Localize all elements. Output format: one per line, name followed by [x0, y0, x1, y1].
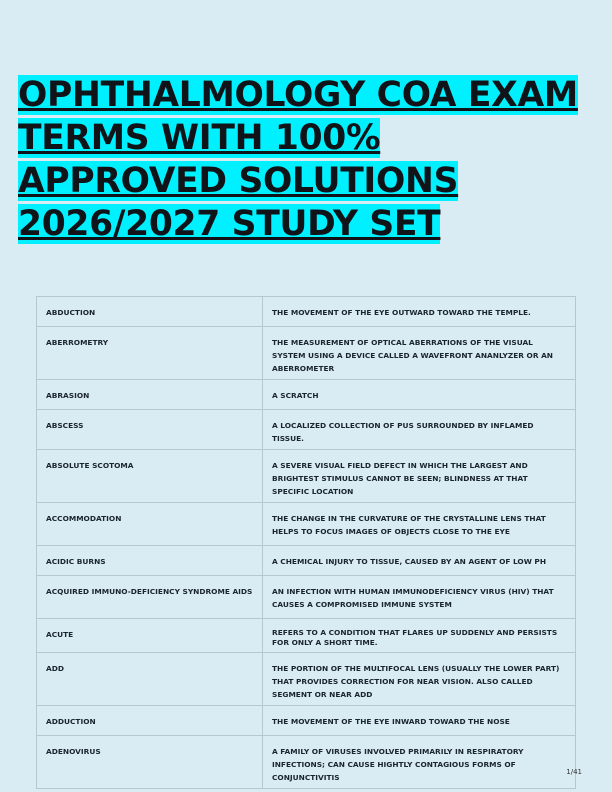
title-line: OPHTHALMOLOGY COA EXAM: [18, 75, 578, 115]
table-row: [37, 706, 576, 736]
title-line: APPROVED SOLUTIONS: [18, 161, 459, 201]
term-cell: ABSOLUTE SCOTOMA: [37, 450, 263, 503]
definition-cell: THE MOVEMENT OF THE EYE INWARD TOWARD THE NOSE: [263, 706, 576, 736]
definition-cell: THE MEASUREMENT OF OPTICAL ABERRATIONS OF THE VISUAL SYSTEM USING A DEVICE CALLED A WAVEFRONT ANANLYZER OR AN ABERROMETER: [263, 327, 576, 380]
table-row: [37, 503, 576, 546]
document-title: [18, 74, 578, 246]
term-cell: ADENOVIRUS: [37, 736, 263, 789]
title-line: TERMS WITH 100%: [18, 118, 381, 158]
definition-cell: A SEVERE VISUAL FIELD DEFECT IN WHICH THE LARGEST AND BRIGHTEST STIMULUS CANNOT BE SEEN; BLINDNESS AT THAT SPECIFIC LOCATION: [263, 450, 576, 503]
definition-cell: A CHEMICAL INJURY TO TISSUE, CAUSED BY AN AGENT OF LOW PH: [263, 546, 576, 576]
term-cell: ABRASION: [37, 380, 263, 410]
term-cell: ABDUCTION: [37, 297, 263, 327]
definition-cell: THE CHANGE IN THE CURVATURE OF THE CRYSTALLINE LENS THAT HELPS TO FOCUS IMAGES OF OBJECTS CLOSE TO THE EYE: [263, 503, 576, 546]
definition-cell: REFERS TO A CONDITION THAT FLARES UP SUDDENLY AND PERSISTS FOR ONLY A SHORT TIME.: [263, 619, 576, 653]
title-line: 2026/2027 STUDY SET: [18, 204, 441, 244]
term-cell: ABSCESS: [37, 410, 263, 450]
definition-cell: A SCRATCH: [263, 380, 576, 410]
page-number: 1/41: [566, 768, 582, 776]
term-cell: ACCOMMODATION: [37, 503, 263, 546]
table-row: [37, 380, 576, 410]
term-cell: ADDUCTION: [37, 706, 263, 736]
table-row: [37, 327, 576, 380]
term-cell: ABERROMETRY: [37, 327, 263, 380]
definition-cell: THE PORTION OF THE MULTIFOCAL LENS (USUALLY THE LOWER PART) THAT PROVIDES CORRECTION FOR NEAR VISION. ALSO CALLED SEGMENT OR NEAR ADD: [263, 653, 576, 706]
definition-cell: AN INFECTION WITH HUMAN IMMUNODEFICIENCY VIRUS (HIV) THAT CAUSES A COMPROMISED IMMUNE SYSTEM: [263, 576, 576, 619]
term-cell: ACIDIC BURNS: [37, 546, 263, 576]
table-row: [37, 736, 576, 789]
term-cell: ACUTE: [37, 619, 263, 653]
terms-table: [36, 296, 576, 789]
table-row: [37, 410, 576, 450]
table-row: [37, 297, 576, 327]
table-row: [37, 576, 576, 619]
definition-cell: A FAMILY OF VIRUSES INVOLVED PRIMARILY IN RESPIRATORY INFECTIONS; CAN CAUSE HIGHTLY CONTAGIOUS FORMS OF CONJUNCTIVITIS: [263, 736, 576, 789]
table-row: [37, 619, 576, 653]
table-row: [37, 450, 576, 503]
definition-cell: A LOCALIZED COLLECTION OF PUS SURROUNDED BY INFLAMED TISSUE.: [263, 410, 576, 450]
definition-cell: THE MOVEMENT OF THE EYE OUTWARD TOWARD THE TEMPLE.: [263, 297, 576, 327]
table-row: [37, 653, 576, 706]
term-cell: ACQUIRED IMMUNO-DEFICIENCY SYNDROME AIDS: [37, 576, 263, 619]
table-row: [37, 546, 576, 576]
term-cell: ADD: [37, 653, 263, 706]
